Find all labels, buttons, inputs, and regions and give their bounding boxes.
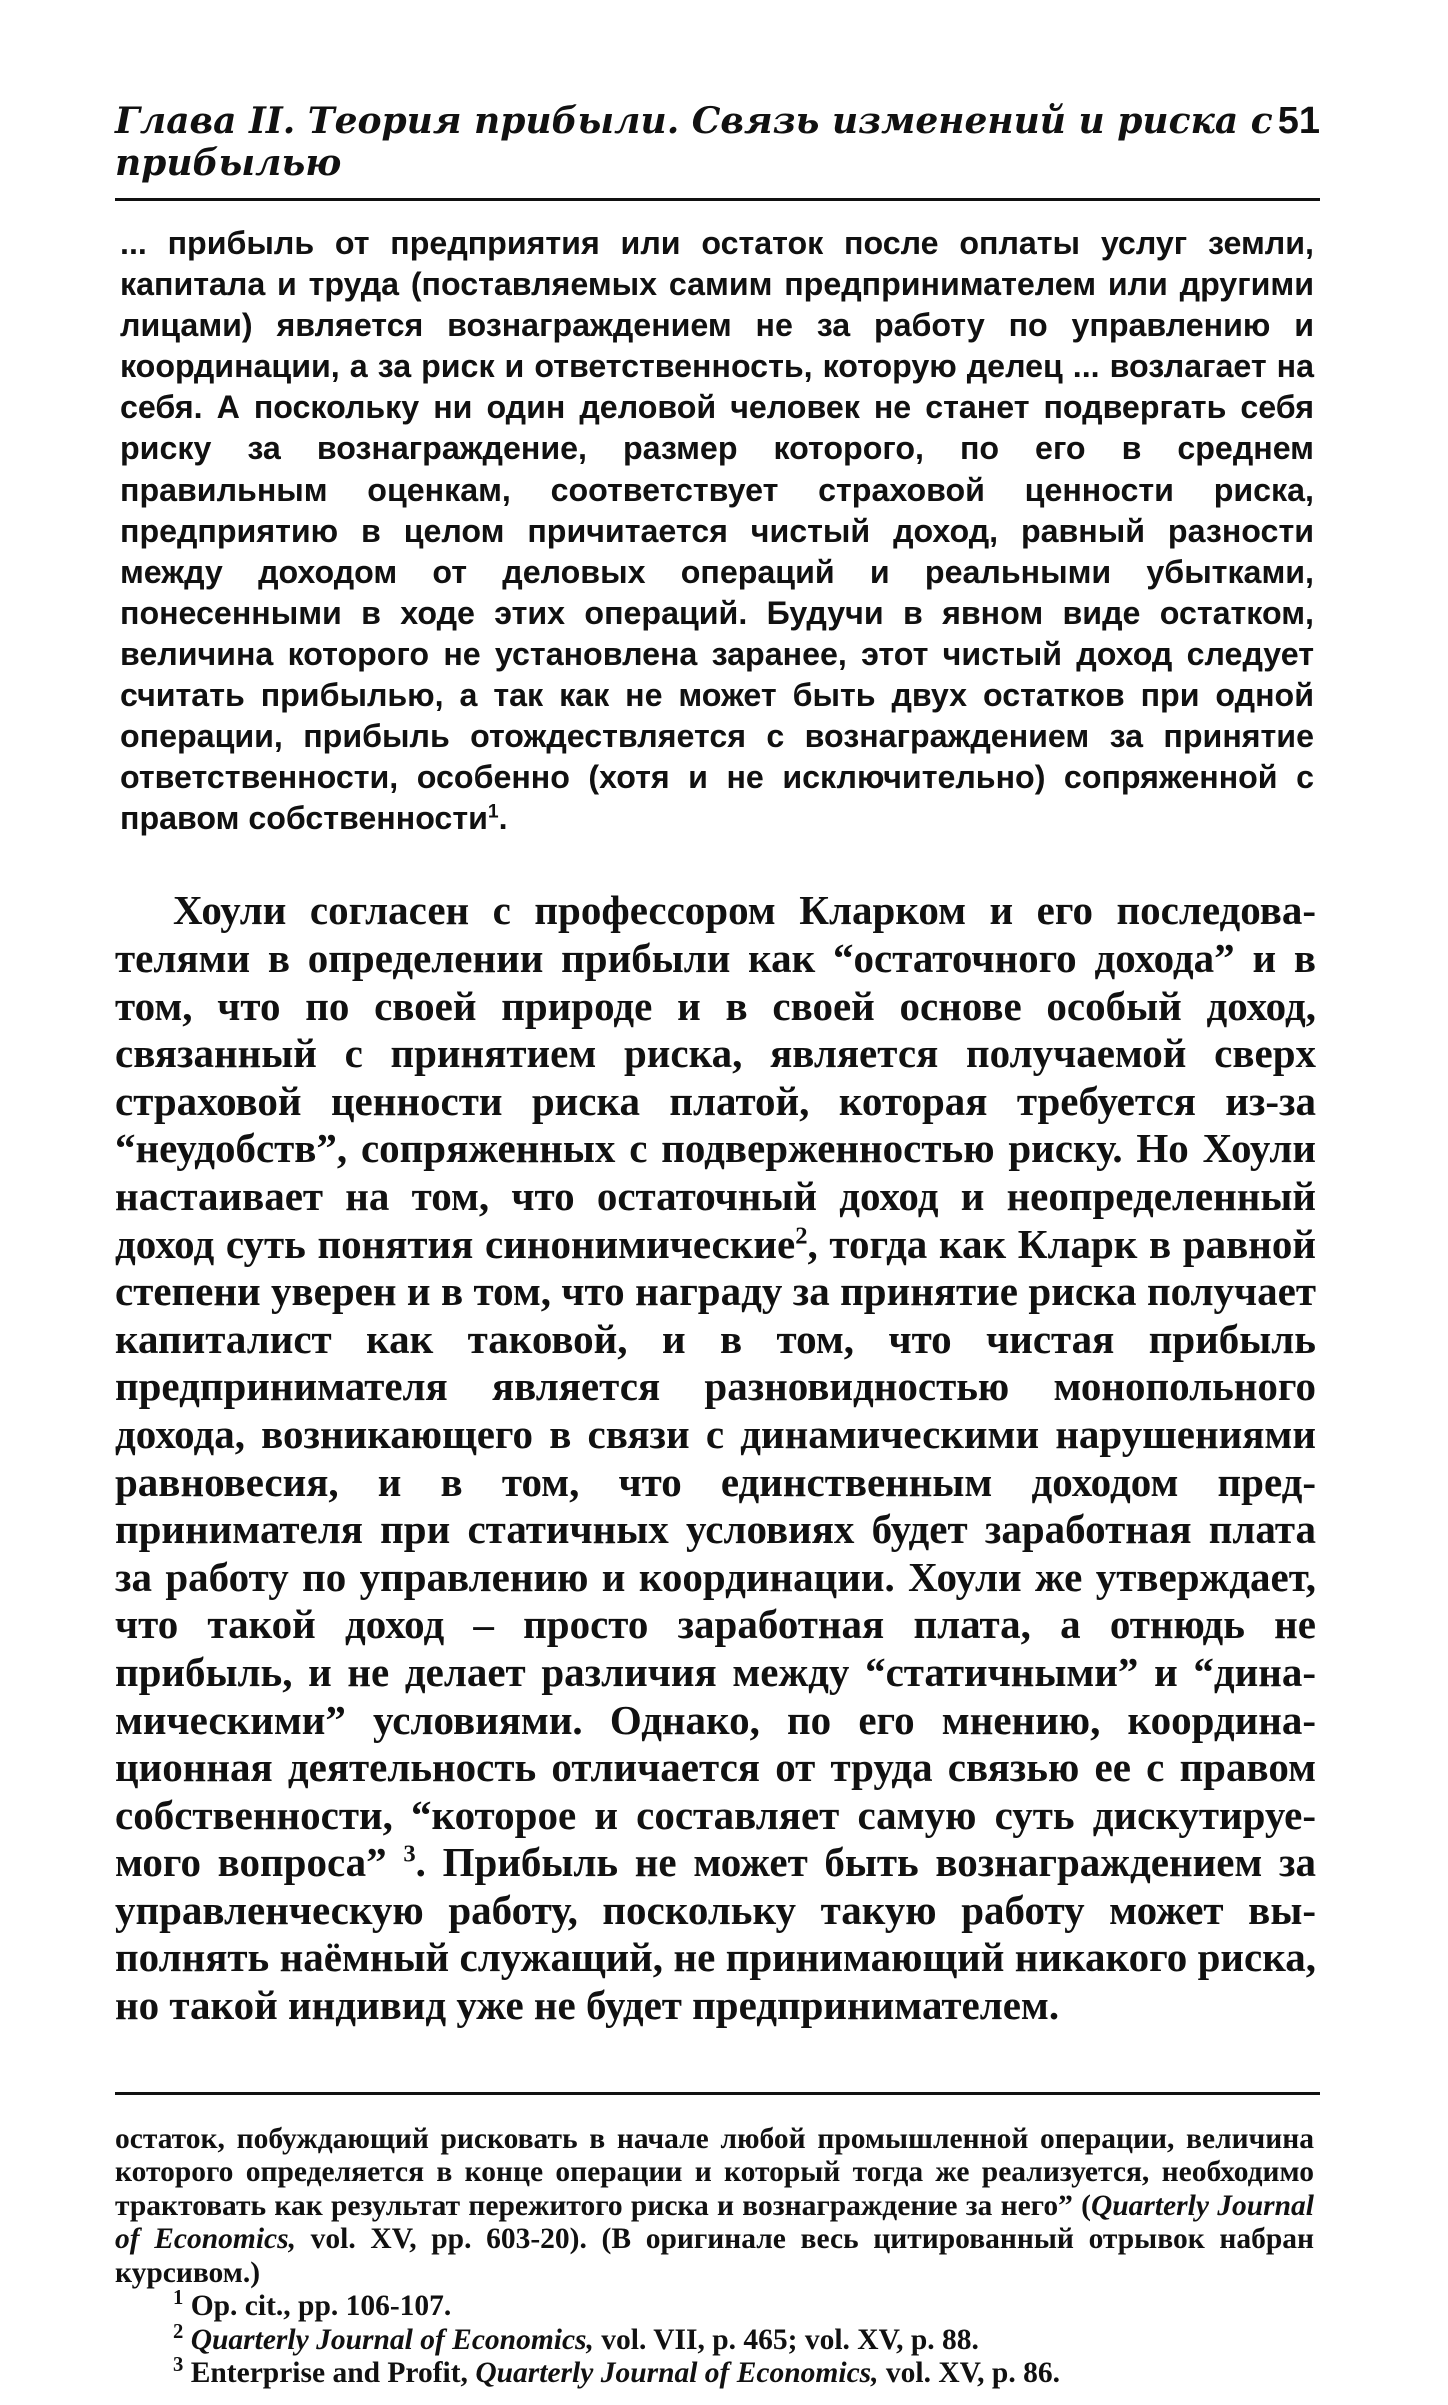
- footnote-2-mark: 2: [173, 2320, 184, 2343]
- footnote-cont-tail: vol. XV, pp. 603-20). (В оригинале весь цитированный отрывок набран курсивом.): [115, 2223, 1315, 2289]
- footnote-3-text: vol. XV, p. 86.: [878, 2357, 1060, 2390]
- footnote-3-title: Enterprise and Profit,: [190, 2357, 476, 2390]
- footnotes: [115, 2123, 1320, 2391]
- footnote-ref-3: 3: [403, 1840, 416, 1868]
- footnote-3-mark: 3: [173, 2354, 184, 2377]
- footnote-1-mark: 1: [173, 2287, 184, 2310]
- footnote-2-text: vol. VII, p. 465; vol. XV, p. 88.: [593, 2323, 979, 2356]
- book-page: [115, 100, 1320, 2391]
- footnote-3: [115, 2354, 1314, 2391]
- quote-text: ... прибыль от предприятия или остаток после оплаты услуг земли, капитала и труда (поставляемых самим предпринимателем или другими лицами) является вознаграждением не за работу по управлению и координации, а за риск и ответственность, которую делец ... возлагает на себя. А поскольку ни один деловой человек не станет подвергать себя риску за вознаграждение, размер которого, по его в среднем правильным оценкам, соответствует страховой ценности риска, предприятию в целом причитается чистый доход, равный разности между доходом от деловых операций и реальными убытками, понесенными в ходе этих операций. Будучи в явном виде остатком, величина которого не установлена заранее, этот чистый доход следует считать прибылью, а так как не может быть двух остатков при одной операции, прибыль отождествляется с вознаграждением за принятие ответственности, особенно (хотя и не исключительно) сопряженной с правом собственности: [120, 225, 1314, 837]
- main-paragraph: [115, 887, 1320, 2029]
- footnote-continuation: [115, 2123, 1314, 2291]
- footnote-1: [115, 2287, 1314, 2324]
- page-number: 51: [1277, 100, 1320, 142]
- quote-end: .: [498, 800, 508, 837]
- footnote-1-text: Op. cit., pp. 106-107.: [190, 2290, 452, 2323]
- footnote-ref-1: 1: [487, 801, 499, 823]
- footnote-2-journal: Quarterly Journal of Economics,: [190, 2323, 594, 2356]
- footnote-cont-journal: Quarterly Journal of Economics,: [115, 2189, 1314, 2256]
- main-text-part3: . Прибыль не может быть вознаграждением за управленческую работу, поскольку такую работу может выполнять наёмный служащий, не принимающий никакого риска, но такой индивид уже не будет предпринимателем.: [115, 1839, 1317, 2029]
- footnote-ref-2: 2: [795, 1221, 808, 1249]
- footnote-3-journal: Quarterly Journal of Economics,: [475, 2357, 879, 2390]
- main-text-part2: , тогда как Кларк в равной степени уверен и в том, что награду за принятие риска получает капиталист как таковой, и в том, что чистая прибыль предпринимателя является разновидностью монопольного дохода, возникающего в связи с динамическими нарушениями равновесия, и в том, что единственным доходом предпринимателя при статичных условиях будет заработная плата за работу по управлению и координации. Хоули же утверждает, что такой доход – просто заработная плата, а отнюдь не прибыль, и не делает различия между “статичными” и “динамическими” условиями. Однако, по его мнению, координационная деятельность отличается от труда связью ее с правом собственности, “которое и составляет самую суть дискутируемого вопроса”: [115, 1220, 1316, 1886]
- main-text-part1: Хоули согласен с профессором Кларком и его последователями в определении прибыли как “остаточного дохода” и в том, что по своей природе и в своей основе особый доход, связанный с принятием риска, является получаемой сверх страховой ценности риска платой, которая требуется из-за “неудобств”, сопряженных с подверженностью риску. Но Хоули настаивает на том, что остаточный доход и неопределенный доход суть понятия синонимические: [115, 887, 1316, 1267]
- running-header: [115, 100, 1320, 201]
- chapter-title: Глава II. Теория прибыли. Связь изменений и риска с прибылью: [115, 100, 1273, 184]
- footnote-rule: [115, 2092, 1320, 2095]
- footnote-2: [115, 2320, 1314, 2358]
- footnote-cont-text: остаток, побуждающий рисковать в начале любой промышленной операции, величина которого определяется в конце операции и который тогда же реализуется, необходимо трактовать как результат пережитого риска и вознаграждение за него” (: [115, 2122, 1314, 2222]
- block-quote: [115, 223, 1320, 839]
